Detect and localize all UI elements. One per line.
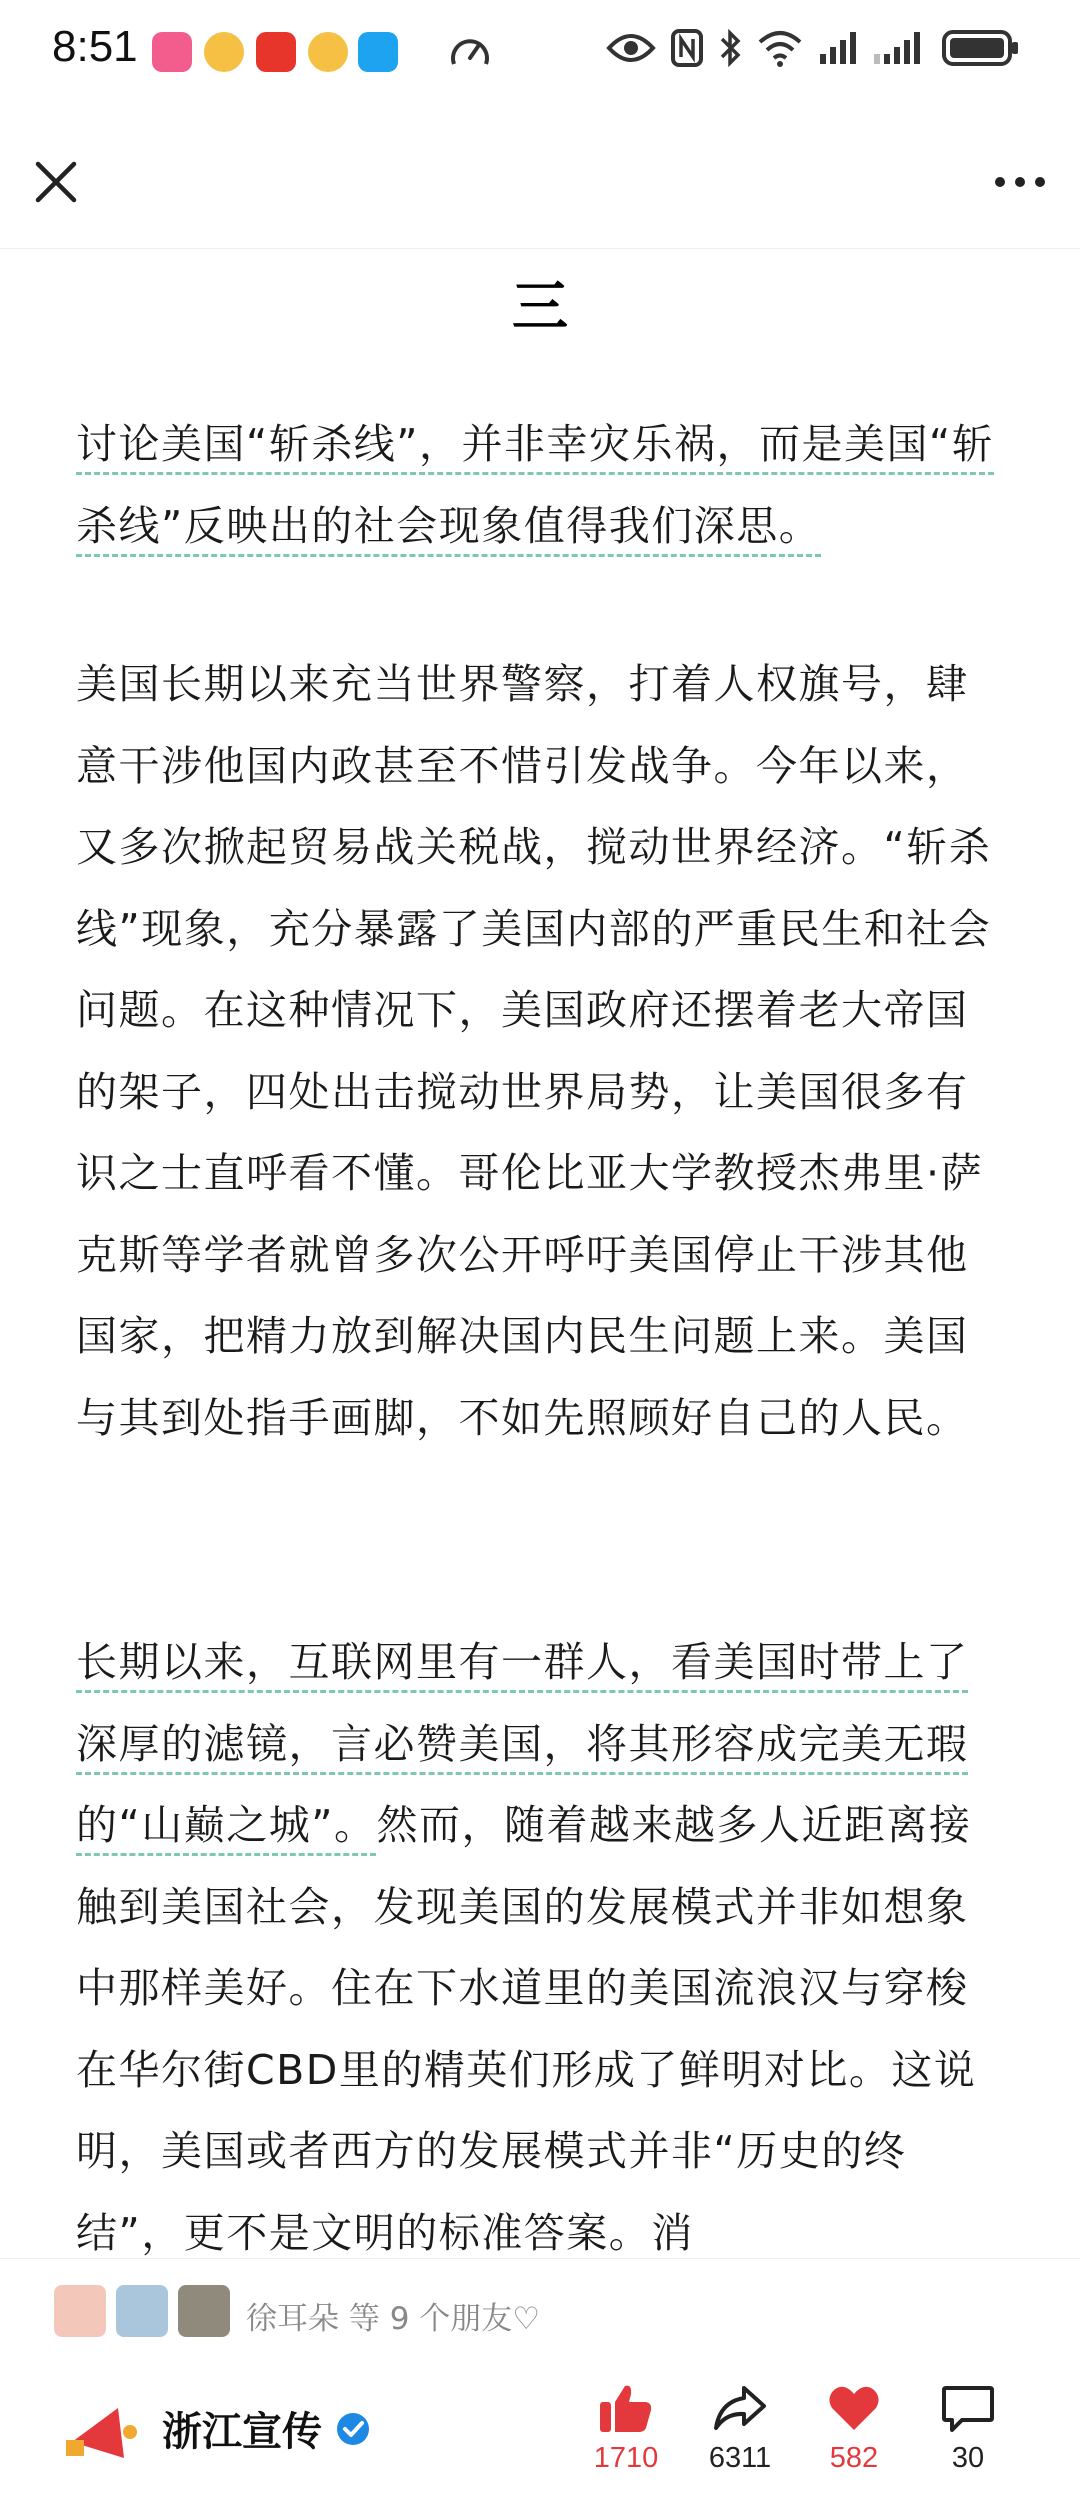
- author-name[interactable]: 浙江宣传: [162, 2409, 322, 2455]
- highlighted-text[interactable]: 长期以来，互联网里有一群人，看美国时带上了深厚的滤镜，言必赞美国，将其形容成完美无瑕的“山巅之城”。: [76, 1638, 969, 1849]
- friends-like-row[interactable]: [0, 2258, 1080, 2369]
- share-icon: [712, 2382, 768, 2434]
- message-app-icon: [358, 32, 398, 72]
- more-options-icon[interactable]: [990, 162, 1050, 202]
- comment-button[interactable]: [918, 2382, 1018, 2475]
- bottom-action-bar: [0, 2370, 1080, 2504]
- status-time: 8:51: [52, 22, 138, 71]
- status-bar: [0, 0, 1080, 110]
- bilibili-icon: [152, 32, 192, 72]
- paragraph-3: [76, 1622, 1004, 2274]
- share-count: 6311: [708, 2442, 772, 2474]
- favorite-count: 582: [829, 2442, 879, 2474]
- section-heading: 三: [512, 275, 568, 340]
- wifi-icon: [756, 28, 804, 68]
- weibo-icon: [204, 32, 244, 72]
- paragraph-2: [76, 644, 1004, 1459]
- speedometer-icon: [448, 30, 492, 74]
- friends-text: 徐耳朵 等 9 个朋友♡: [246, 2301, 541, 2337]
- top-nav-bar: [0, 120, 1080, 249]
- favorite-button[interactable]: [804, 2382, 904, 2475]
- paragraph-text: 美国长期以来充当世界警察，打着人权旗号，肆意干涉他国内政甚至不惜引发战争。今年以来，又多次掀起贸易战关税战，搅动世界经济。“斩杀线”现象，充分暴露了美国内部的严重民生和社会问题。在这种情况下，美国政府还摆着老大帝国的架子，四处出击搅动世界局势，让美国很多有识之士直呼看不懂。哥伦比亚大学教授杰弗里·萨克斯等学者就曾多次公开呼吁美国停止干涉其他国家，把精力放到解决国内民生问题上来。美国与其到处指手画脚，不如先照顾好自己的人民。: [76, 660, 992, 1442]
- like-count: 1710: [593, 2442, 659, 2474]
- status-right: [606, 28, 1020, 68]
- paragraph-1: [76, 404, 1004, 567]
- weibo-icon-2: [308, 32, 348, 72]
- author-avatar[interactable]: [58, 2386, 148, 2476]
- friend-avatar: [178, 2285, 230, 2337]
- signal-icon-2: [872, 30, 928, 66]
- paragraph-text: 然而，随着越来越多人近距离接触到美国社会，发现美国的发展模式并非如想象中那样美好。住在下水道里的美国流浪汉与穿梭在华尔街CBD里的精英们形成了鲜明对比。这说明，美国或者西方的发展模式并非“历史的终结”，更不是文明的标准答案。消: [76, 1801, 977, 2257]
- close-icon[interactable]: [30, 156, 82, 208]
- comment-count: 30: [951, 2442, 985, 2474]
- heart-icon: [826, 2382, 882, 2434]
- verified-badge-icon: [336, 2412, 370, 2446]
- highlighted-text[interactable]: 讨论美国“斩杀线”，并非幸灾乐祸，而是美国“斩杀线”反映出的社会现象值得我们深思。: [76, 420, 995, 550]
- signal-icon: [818, 30, 858, 66]
- bluetooth-icon: [718, 28, 742, 68]
- red-app-icon: [256, 32, 296, 72]
- thumbs-up-icon: [598, 2382, 654, 2434]
- like-button[interactable]: [576, 2382, 676, 2475]
- comment-icon: [940, 2382, 996, 2434]
- friend-avatar: [54, 2285, 106, 2337]
- share-button[interactable]: [690, 2382, 790, 2475]
- eye-icon: [606, 30, 656, 66]
- friend-avatar: [116, 2285, 168, 2337]
- battery-icon: [942, 29, 1020, 67]
- nfc-icon: [670, 28, 704, 68]
